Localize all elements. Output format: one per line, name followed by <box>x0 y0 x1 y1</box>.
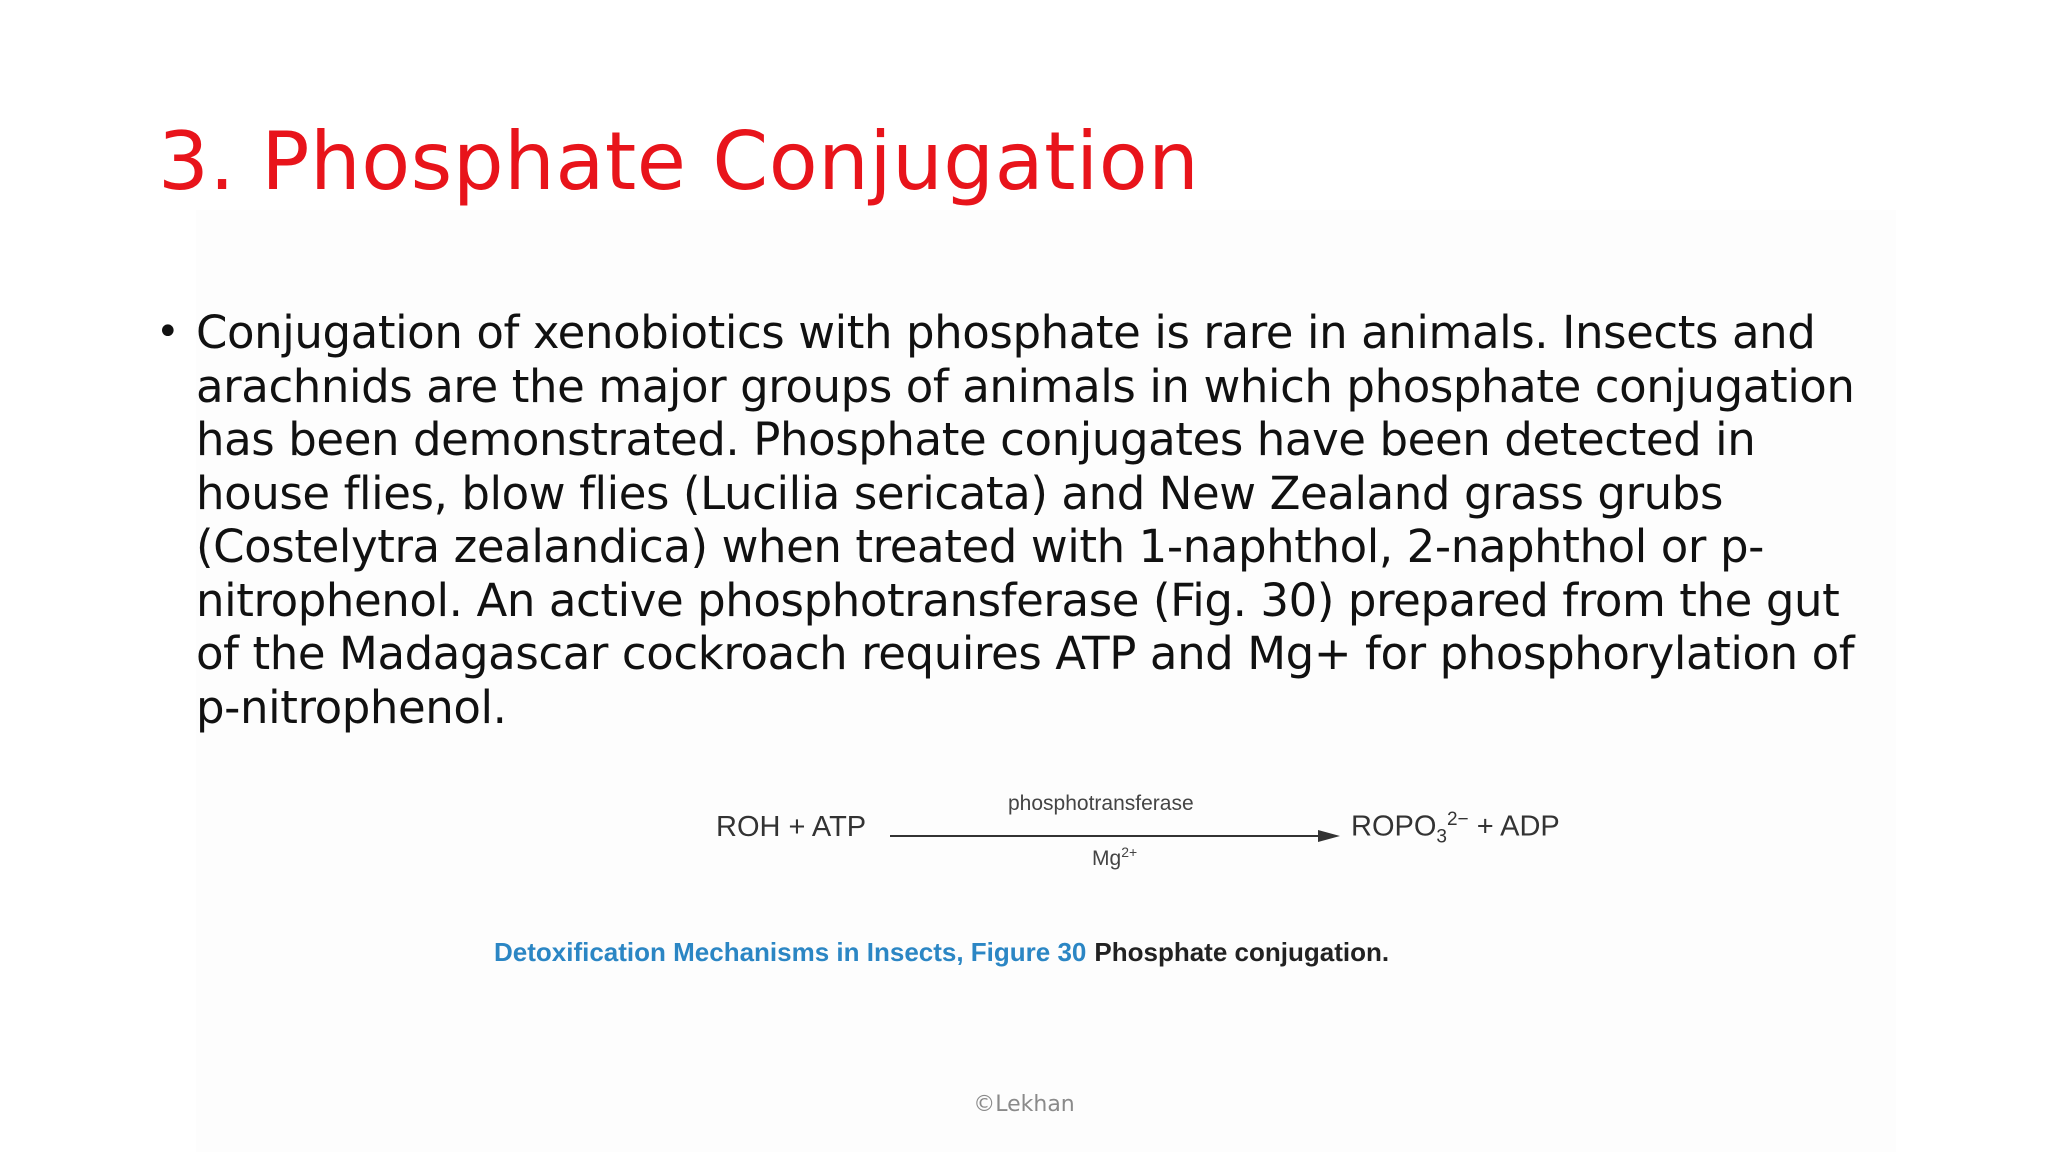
bullet-line: nitrophenol. An active phosphotransferase (Fig. 30) prepared from the gut <box>196 573 1840 627</box>
caption-source: Detoxification Mechanisms in Insects, Figure 30 <box>494 937 1087 967</box>
bullet-line: of the Madagascar cockroach requires ATP and Mg+ for phosphorylation of <box>196 627 1855 680</box>
cofactor-charge: 2+ <box>1121 844 1138 860</box>
cofactor-label <box>1092 844 1137 871</box>
products <box>1351 809 1560 848</box>
bullet-line: Conjugation of xenobiotics with phosphate is rare in animals. Insects and <box>196 306 1816 359</box>
product-subscript: 3 <box>1436 826 1447 848</box>
bullet-line: (Costelytra zealandica) when treated with 1-naphthol, 2-naphthol or p- <box>196 520 1764 573</box>
bullet-item <box>156 306 1896 734</box>
product-charge: 2− <box>1446 809 1469 830</box>
reaction-arrow-icon <box>890 828 1340 844</box>
reaction-equation <box>700 778 1600 888</box>
figure-caption <box>494 937 1389 968</box>
bullet-line: has been demonstrated. Phosphate conjugates have been detected in <box>196 413 1756 466</box>
product-suffix: + ADP <box>1468 810 1560 843</box>
footer-copyright: ©Lekhan <box>973 1092 1075 1117</box>
bullet-line: p-nitrophenol. <box>196 680 507 734</box>
bullet-list <box>156 306 1896 734</box>
reactants: ROH + ATP <box>716 811 867 843</box>
cofactor-base: Mg <box>1092 847 1122 870</box>
bullet-dot-icon: • <box>156 309 180 355</box>
bullet-line: arachnids are the major groups of animals in which phosphate conjugation <box>196 359 1855 413</box>
enzyme-label: phosphotransferase <box>1008 792 1194 815</box>
slide-title: 3. Phosphate Conjugation <box>158 115 1200 208</box>
bullet-line: house flies, blow flies (Lucilia sericata) and New Zealand grass grubs <box>196 466 1724 520</box>
caption-text: Phosphate conjugation. <box>1094 937 1390 967</box>
product-prefix: ROPO <box>1351 810 1437 843</box>
